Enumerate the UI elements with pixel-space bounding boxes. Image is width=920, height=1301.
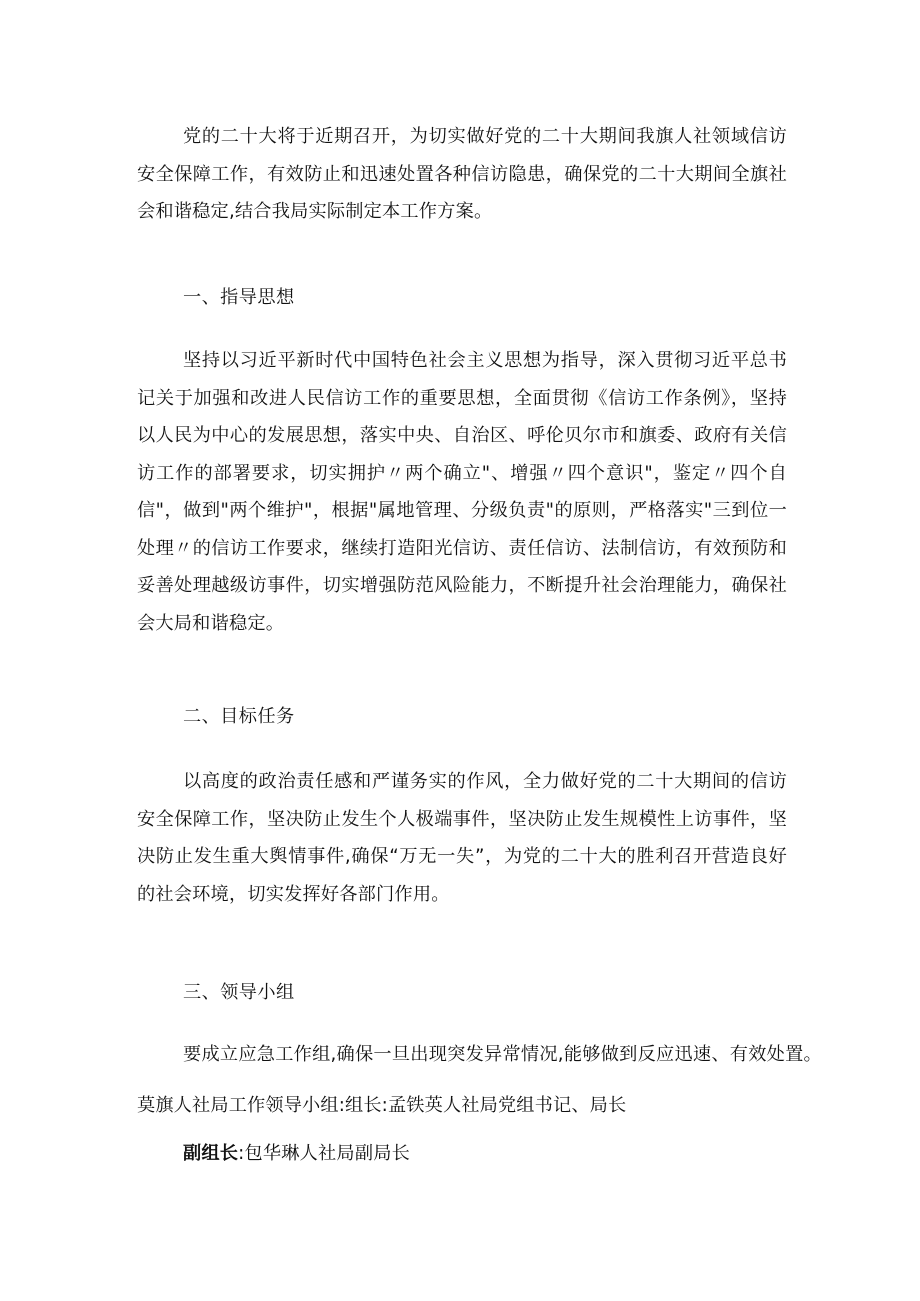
section-1-paragraph: 坚持以习近平新时代中国特色社会主义思想为指导，深入贯彻习近平总书记关于加强和改进人民信访工作的重要思想，全面贯彻《信访工作条例》，坚持以人民为中心的发展思想，落实中央、自治区、呼伦贝尔市和旗委、政府有关信访工作的部署要求，切实拥护〃两个确立"、增强〃四个意识"，鉴定〃四个自信"，做到"两个维护"，根据"属地管理、分级负责"的原则，严格落实"三到位一处理〃的信访工作要求，继续打造阳光信访、责任信访、法制信访，有效预防和妥善处理越级访事件，切实增强防范风险能力，不断提升社会治理能力，确保社会大局和谐稳定。: [137, 350, 787, 634]
section-3-paragraph: 要成立应急工作组,确保一旦出现突发异常情况,能够做到反应迅速、有效处置。: [183, 1044, 822, 1065]
leadership-line: 莫旗人社局工作领导小组:组长:孟铁英人社局党组书记、局长: [137, 1095, 627, 1116]
section-2-heading: 二、目标任务: [183, 706, 295, 727]
section-3-heading: 三、领导小组: [183, 982, 295, 1003]
deputy-text: :包华琳人社局副局长: [238, 1143, 410, 1164]
intro-paragraph: 党的二十大将于近期召开，为切实做好党的二十大期间我旗人社领域信访安全保障工作，有效防止和迅速处置各种信访隐患，确保党的二十大期间全旗社会和谐稳定,结合我局实际制定本工作方案。: [137, 126, 787, 222]
deputy-line: [183, 1135, 410, 1173]
section-2-paragraph: 以高度的政治责任感和严谨务实的作风，全力做好党的二十大期间的信访安全保障工作，坚决防止发生个人极端事件，坚决防止发生规模性上访事件，坚决防止发生重大舆情事件,确保“万无一失”，为党的二十大的胜利召开营造良好的社会环境，切实发挥好各部门作用。: [137, 771, 787, 905]
section-1-heading: 一、指导思想: [183, 287, 295, 308]
deputy-label: 副组长: [183, 1143, 239, 1164]
